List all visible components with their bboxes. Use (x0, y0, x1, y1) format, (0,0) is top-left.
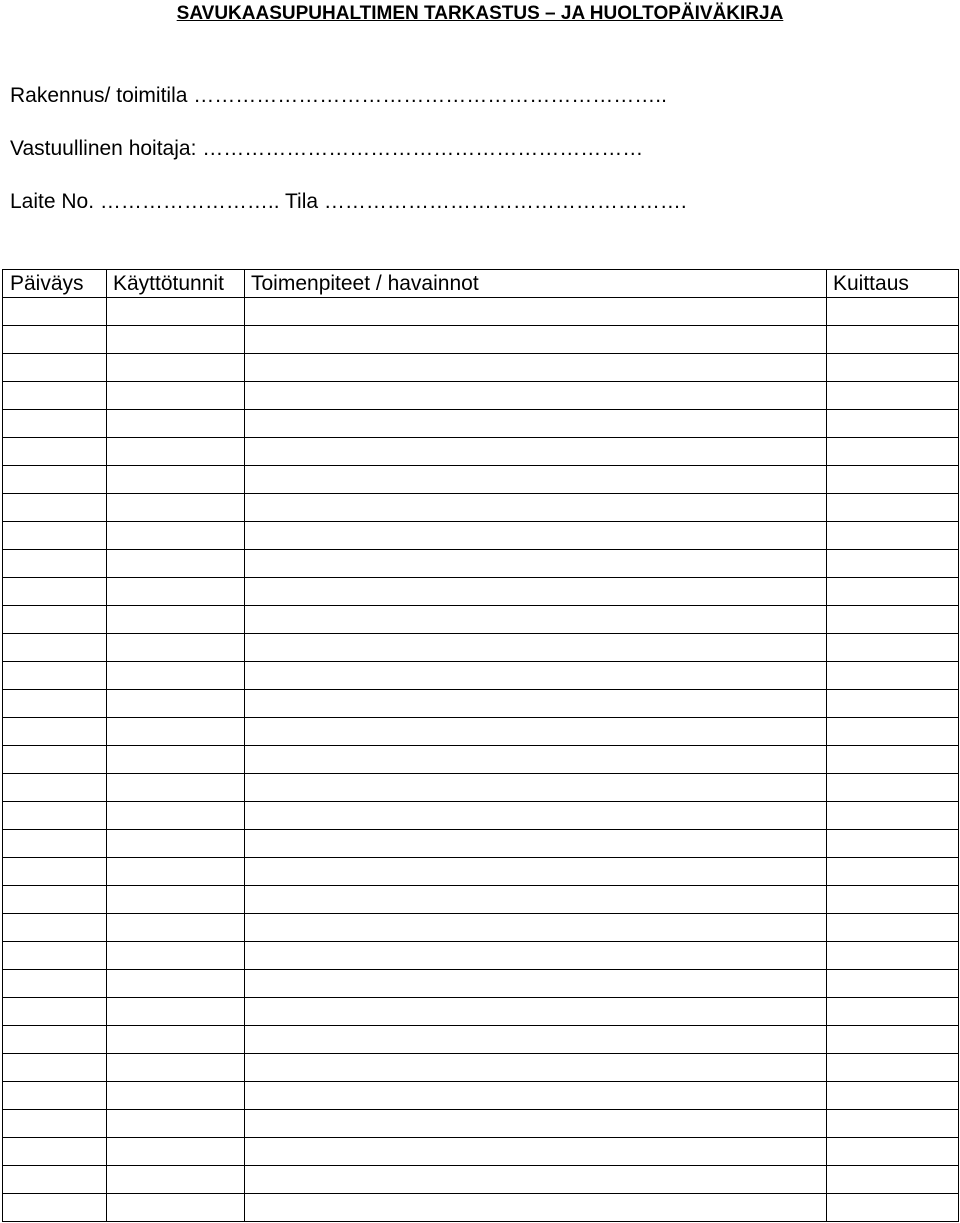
table-cell (3, 298, 107, 326)
table-cell (3, 914, 107, 942)
table-cell (107, 914, 245, 942)
table-cell (107, 578, 245, 606)
table-cell (245, 382, 827, 410)
device-field: Laite No. …………………….. Tila ……………………………………………. (10, 190, 687, 213)
table-cell (107, 326, 245, 354)
table-cell (245, 1166, 827, 1194)
table-cell (245, 466, 827, 494)
table-cell (107, 746, 245, 774)
table-cell (245, 1110, 827, 1138)
table-cell (3, 522, 107, 550)
table-cell (827, 662, 959, 690)
table-cell (827, 606, 959, 634)
table-cell (245, 634, 827, 662)
table-cell (827, 1138, 959, 1166)
table-row (3, 1194, 959, 1222)
table-row (3, 746, 959, 774)
table-cell (827, 494, 959, 522)
table-cell (3, 494, 107, 522)
table-row (3, 606, 959, 634)
table-cell (827, 550, 959, 578)
table-cell (107, 606, 245, 634)
table-cell (245, 1082, 827, 1110)
table-cell (107, 1054, 245, 1082)
table-cell (3, 802, 107, 830)
table-cell (3, 410, 107, 438)
table-cell (827, 718, 959, 746)
log-table (2, 269, 959, 1222)
table-cell (827, 830, 959, 858)
table-cell (3, 1082, 107, 1110)
table-row (3, 802, 959, 830)
table-cell (3, 1194, 107, 1222)
table-cell (107, 1166, 245, 1194)
table-row (3, 438, 959, 466)
table-cell (827, 438, 959, 466)
table-cell (107, 718, 245, 746)
table-cell (827, 802, 959, 830)
table-cell (3, 746, 107, 774)
table-row (3, 634, 959, 662)
table-cell (3, 886, 107, 914)
table-row (3, 942, 959, 970)
table-cell (107, 998, 245, 1026)
table-cell (3, 858, 107, 886)
table-cell (245, 718, 827, 746)
table-cell (827, 578, 959, 606)
document-title: SAVUKAASUPUHALTIMEN TARKASTUS – JA HUOLTOPÄIVÄKIRJA (176, 3, 784, 24)
table-cell (245, 858, 827, 886)
responsible-field: Vastuullinen hoitaja: ……………………………………………………… (10, 137, 644, 160)
table-cell (107, 550, 245, 578)
table-cell (245, 1054, 827, 1082)
table-cell (107, 662, 245, 690)
header-acknowledgement: Kuittaus (827, 270, 959, 298)
table-cell (245, 830, 827, 858)
table-cell (827, 410, 959, 438)
table-cell (827, 354, 959, 382)
table-header-row (3, 270, 959, 298)
table-cell (245, 746, 827, 774)
table-row (3, 354, 959, 382)
table-cell (245, 522, 827, 550)
table-cell (107, 382, 245, 410)
table-row (3, 550, 959, 578)
table-cell (107, 634, 245, 662)
table-row (3, 1166, 959, 1194)
header-actions: Toimenpiteet / havainnot (245, 270, 827, 298)
table-cell (245, 802, 827, 830)
table-cell (107, 522, 245, 550)
table-cell (245, 942, 827, 970)
table-cell (245, 662, 827, 690)
table-row (3, 914, 959, 942)
table-cell (827, 774, 959, 802)
table-cell (3, 1138, 107, 1166)
table-cell (3, 550, 107, 578)
table-row (3, 718, 959, 746)
table-cell (107, 1194, 245, 1222)
table-cell (3, 998, 107, 1026)
table-cell (107, 830, 245, 858)
table-row (3, 1082, 959, 1110)
table-row (3, 1138, 959, 1166)
table-cell (107, 774, 245, 802)
table-cell (827, 998, 959, 1026)
table-cell (827, 466, 959, 494)
table-cell (107, 410, 245, 438)
table-row (3, 410, 959, 438)
table-cell (107, 690, 245, 718)
table-row (3, 858, 959, 886)
table-cell (107, 1026, 245, 1054)
table-cell (107, 354, 245, 382)
table-cell (245, 410, 827, 438)
log-table-body (3, 298, 959, 1222)
table-cell (3, 578, 107, 606)
table-row (3, 662, 959, 690)
table-cell (245, 886, 827, 914)
table-cell (107, 886, 245, 914)
table-cell (107, 494, 245, 522)
table-cell (3, 1026, 107, 1054)
table-row (3, 382, 959, 410)
table-cell (827, 970, 959, 998)
table-cell (3, 662, 107, 690)
table-row (3, 326, 959, 354)
table-cell (3, 690, 107, 718)
table-cell (827, 1082, 959, 1110)
table-row (3, 298, 959, 326)
table-row (3, 998, 959, 1026)
table-cell (3, 1054, 107, 1082)
table-cell (827, 942, 959, 970)
table-cell (3, 942, 107, 970)
table-cell (245, 578, 827, 606)
table-cell (3, 1166, 107, 1194)
table-cell (827, 382, 959, 410)
table-cell (245, 914, 827, 942)
table-cell (827, 690, 959, 718)
table-row (3, 466, 959, 494)
table-cell (3, 606, 107, 634)
table-cell (107, 438, 245, 466)
table-cell (827, 858, 959, 886)
table-cell (3, 970, 107, 998)
table-row (3, 578, 959, 606)
table-cell (107, 942, 245, 970)
table-cell (107, 466, 245, 494)
table-cell (3, 466, 107, 494)
table-cell (827, 298, 959, 326)
table-row (3, 830, 959, 858)
table-cell (827, 914, 959, 942)
table-row (3, 970, 959, 998)
table-cell (245, 1026, 827, 1054)
table-cell (245, 354, 827, 382)
table-cell (3, 438, 107, 466)
table-cell (3, 634, 107, 662)
table-row (3, 494, 959, 522)
table-cell (3, 1110, 107, 1138)
table-row (3, 886, 959, 914)
table-cell (107, 1110, 245, 1138)
table-cell (3, 718, 107, 746)
table-cell (3, 774, 107, 802)
table-row (3, 774, 959, 802)
table-cell (245, 550, 827, 578)
table-row (3, 1054, 959, 1082)
table-cell (3, 830, 107, 858)
table-cell (107, 1138, 245, 1166)
table-cell (827, 1026, 959, 1054)
table-cell (245, 606, 827, 634)
header-operating-hours: Käyttötunnit (107, 270, 245, 298)
table-cell (245, 298, 827, 326)
table-cell (3, 382, 107, 410)
table-cell (245, 690, 827, 718)
table-cell (245, 438, 827, 466)
table-row (3, 1026, 959, 1054)
table-cell (107, 858, 245, 886)
table-cell (827, 1194, 959, 1222)
table-cell (245, 1138, 827, 1166)
table-row (3, 1110, 959, 1138)
table-cell (245, 970, 827, 998)
table-cell (107, 970, 245, 998)
table-cell (107, 802, 245, 830)
table-row (3, 690, 959, 718)
header-date: Päiväys (3, 270, 107, 298)
table-cell (245, 998, 827, 1026)
table-cell (827, 326, 959, 354)
table-cell (827, 1054, 959, 1082)
table-cell (3, 354, 107, 382)
table-cell (827, 886, 959, 914)
table-row (3, 522, 959, 550)
table-cell (107, 1082, 245, 1110)
table-cell (245, 774, 827, 802)
building-field: Rakennus/ toimitila ………………………………………………………….. (10, 84, 667, 107)
table-cell (107, 298, 245, 326)
table-cell (827, 746, 959, 774)
table-cell (827, 522, 959, 550)
table-cell (245, 494, 827, 522)
table-cell (245, 326, 827, 354)
table-cell (827, 1110, 959, 1138)
table-cell (827, 634, 959, 662)
table-cell (245, 1194, 827, 1222)
table-cell (827, 1166, 959, 1194)
table-cell (3, 326, 107, 354)
